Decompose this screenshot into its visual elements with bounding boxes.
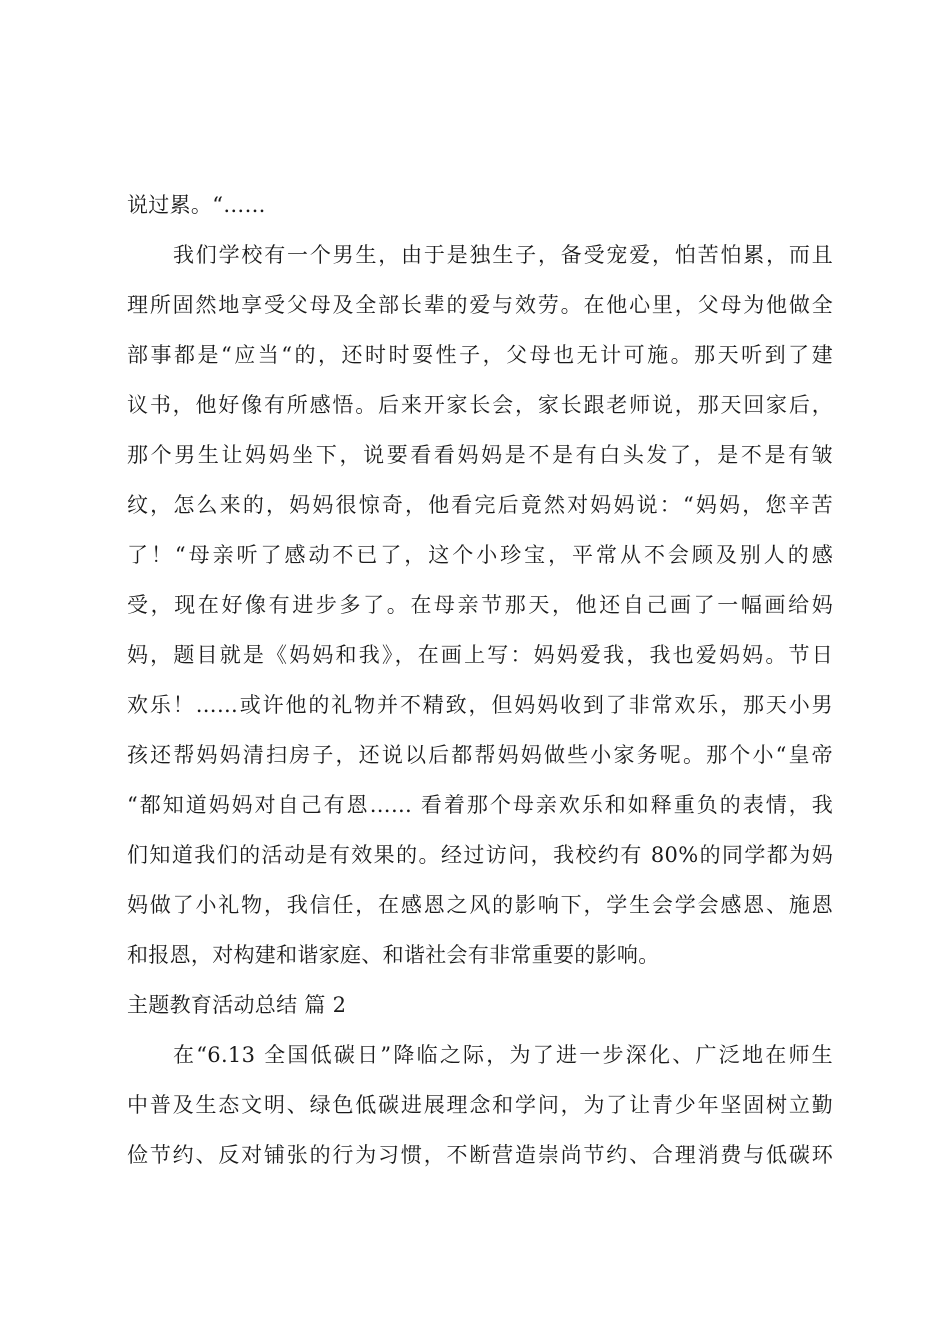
- paragraph-line: 部事都是“应当“的，还时时耍性子，父母也无计可施。那天听到了建: [127, 343, 833, 367]
- paragraph-line: 纹，怎么来的，妈妈很惊奇，他看完后竟然对妈妈说：“妈妈，您辛苦: [127, 493, 833, 517]
- paragraph-first-line: 我们学校有一个男生，由于是独生子，备受宠爱，怕苦怕累，而且: [173, 243, 833, 267]
- paragraph-line: 受，现在好像有进步多了。在母亲节那天，他还自己画了一幅画给妈: [127, 593, 833, 617]
- paragraph-line: 欢乐！……或许他的礼物并不精致，但妈妈收到了非常欢乐，那天小男: [127, 693, 833, 717]
- paragraph-last-line: 和报恩，对构建和谐家庭、和谐社会有非常重要的影响。: [127, 943, 660, 967]
- paragraph-line: 妈做了小礼物，我信任，在感恩之风的影响下，学生会学会感恩、施恩: [127, 893, 833, 917]
- paragraph-line: “都知道妈妈对自己有恩…… 看着那个母亲欢乐和如释重负的表情，我: [127, 793, 833, 817]
- paragraph-line: 那个男生让妈妈坐下，说要看看妈妈是不是有白头发了，是不是有皱: [127, 443, 833, 467]
- paragraph-line: 们知道我们的活动是有效果的。经过访问，我校约有 80%的同学都为妈: [127, 843, 833, 867]
- paragraph-line: 理所固然地享受父母及全部长辈的爱与效劳。在他心里，父母为他做全: [127, 293, 833, 317]
- paragraph-line: 妈，题目就是《妈妈和我》，在画上写：妈妈爱我，我也爱妈妈。节日: [127, 643, 833, 667]
- text-line-continuation: 说过累。“……: [127, 193, 266, 217]
- section-heading: 主题教育活动总结 篇 2: [127, 993, 347, 1017]
- paragraph-line: 中普及生态文明、绿色低碳进展理念和学问，为了让青少年坚固树立勤: [127, 1093, 833, 1117]
- paragraph-line: 孩还帮妈妈清扫房子，还说以后都帮妈妈做些小家务呢。那个小“皇帝: [127, 743, 833, 767]
- paragraph-first-line: 在“6.13 全国低碳日”降临之际，为了进一步深化、广泛地在师生: [173, 1043, 833, 1067]
- paragraph-line: 议书，他好像有所感悟。后来开家长会，家长跟老师说，那天回家后，: [127, 393, 833, 417]
- paragraph-line: 俭节约、反对铺张的行为习惯，不断营造崇尚节约、合理消费与低碳环: [127, 1143, 833, 1167]
- paragraph-line: 了！“母亲听了感动不已了，这个小珍宝，平常从不会顾及别人的感: [127, 543, 833, 567]
